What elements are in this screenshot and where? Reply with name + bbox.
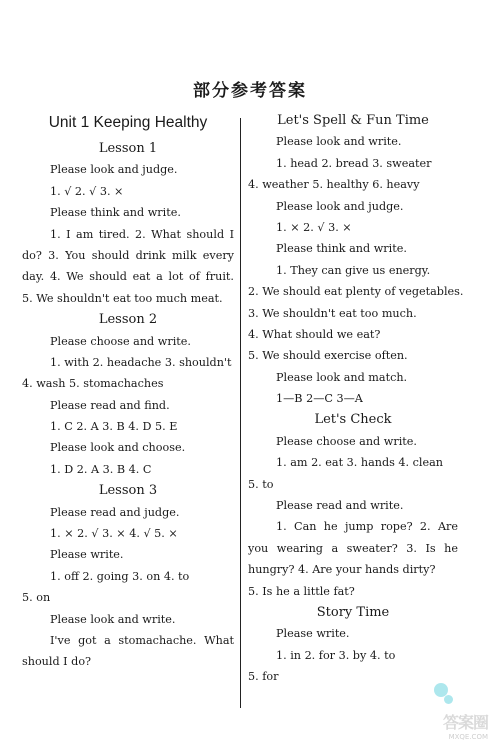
answer-line: 5. We should exercise often. bbox=[248, 349, 408, 363]
answer-line: 1. C 2. A 3. B 4. D 5. E bbox=[50, 420, 178, 434]
instruction: Please read and judge. bbox=[50, 505, 180, 519]
answer-line: 4. wash 5. stomachaches bbox=[22, 377, 164, 391]
answer-line: 1. √ 2. √ 3. × bbox=[50, 184, 124, 198]
answer-line: day. 4. We should eat a lot of fruit. bbox=[22, 270, 234, 284]
instruction: Please write. bbox=[50, 548, 124, 562]
right-column bbox=[248, 110, 464, 688]
answer-line: 4. What should we eat? bbox=[248, 327, 381, 341]
answer-line: you wearing a sweater? 3. Is he bbox=[248, 541, 458, 555]
watermark-text: 答案圈 bbox=[442, 713, 488, 732]
page-title: 部分参考答案 bbox=[193, 81, 307, 101]
answer-line: 1. am 2. eat 3. hands 4. clean bbox=[276, 456, 443, 470]
answer-line: 1. D 2. A 3. B 4. C bbox=[50, 462, 152, 476]
answer-line: 2. We should eat plenty of vegetables. bbox=[248, 285, 464, 299]
column-divider bbox=[240, 118, 241, 708]
answer-line: do? 3. You should drink milk every bbox=[22, 248, 234, 262]
answer-line: I've got a stomachache. What bbox=[50, 633, 234, 647]
instruction: Please look and write. bbox=[276, 135, 402, 149]
lesson-1-heading: Lesson 1 bbox=[98, 141, 158, 156]
watermark-logo bbox=[428, 683, 488, 741]
instruction: Please look and choose. bbox=[50, 441, 186, 455]
answer-line: hungry? 4. Are your hands dirty? bbox=[248, 563, 436, 577]
answer-line: 1. × 2. √ 3. × bbox=[276, 220, 352, 234]
lets-check-heading: Let's Check bbox=[314, 412, 392, 428]
instruction: Please think and write. bbox=[276, 242, 407, 256]
answer-line: 1. in 2. for 3. by 4. to bbox=[276, 648, 396, 662]
answer-line: 5. Is he a little fat? bbox=[248, 584, 355, 598]
spell-fun-heading: Let's Spell & Fun Time bbox=[277, 113, 429, 128]
answer-line: 4. weather 5. healthy 6. heavy bbox=[248, 178, 420, 192]
answer-line: 1. I am tired. 2. What should I bbox=[50, 227, 234, 241]
answer-line: 1. off 2. going 3. on 4. to bbox=[50, 569, 190, 583]
answer-line: 5. for bbox=[248, 670, 279, 684]
answer-line: 5. on bbox=[22, 591, 51, 605]
answer-line: 1. They can give us energy. bbox=[276, 263, 431, 277]
instruction: Please think and write. bbox=[50, 206, 181, 220]
story-time-heading: Story Time bbox=[316, 604, 390, 620]
answer-line: 1. with 2. headache 3. shouldn't bbox=[50, 355, 232, 369]
answer-line: 1. Can he jump rope? 2. Are bbox=[276, 520, 458, 534]
answer-line: 1—B 2—C 3—A bbox=[276, 392, 363, 406]
instruction: Please look and judge. bbox=[50, 163, 178, 177]
instruction: Please read and find. bbox=[50, 398, 170, 412]
instruction: Please choose and write. bbox=[276, 434, 417, 448]
answer-line: 5. We shouldn't eat too much meat. bbox=[22, 291, 223, 305]
left-column bbox=[22, 110, 234, 673]
lesson-3-heading: Lesson 3 bbox=[98, 483, 158, 499]
lesson-2-heading: Lesson 2 bbox=[98, 312, 158, 328]
watermark-url: MXQE.COM bbox=[448, 733, 488, 741]
answer-line: 1. × 2. √ 3. × 4. √ 5. × bbox=[50, 527, 178, 541]
answer-line: 5. to bbox=[248, 477, 274, 491]
instruction: Please read and write. bbox=[276, 499, 404, 513]
answer-line: 1. head 2. bread 3. sweater bbox=[276, 156, 432, 170]
unit-title: Unit 1 Keeping Healthy bbox=[48, 114, 208, 131]
instruction: Please write. bbox=[276, 627, 350, 641]
instruction: Please choose and write. bbox=[50, 334, 191, 348]
instruction: Please look and write. bbox=[50, 612, 176, 626]
instruction: Please look and judge. bbox=[276, 199, 404, 213]
answer-line: should I do? bbox=[22, 655, 92, 669]
instruction: Please look and match. bbox=[276, 370, 408, 384]
answer-line: 3. We shouldn't eat too much. bbox=[248, 306, 417, 320]
